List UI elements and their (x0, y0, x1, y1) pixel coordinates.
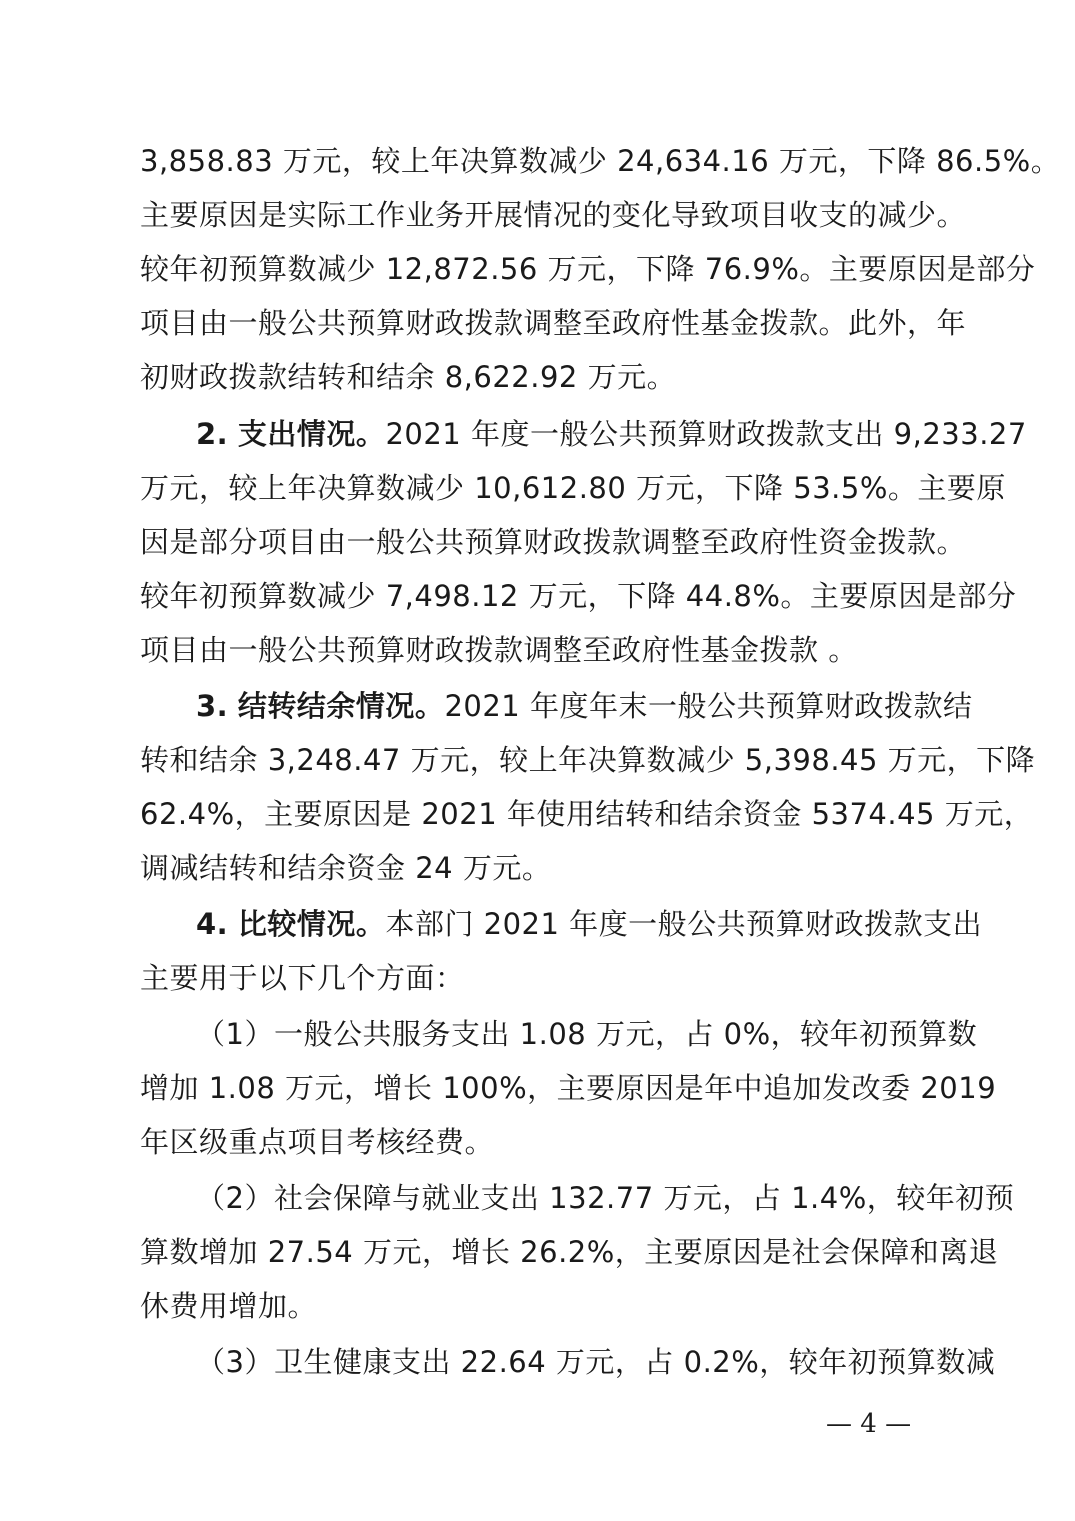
body-line: 休费用增加。 (140, 1289, 318, 1323)
body-line: 较年初预算数减少 12,872.56 万元，下降 76.9%。主要原因是部分 (140, 252, 1036, 286)
section-3-first-line (196, 686, 973, 726)
section-number: 3. (196, 689, 229, 723)
body-line: 算数增加 27.54 万元，增长 26.2%，主要原因是社会保障和离退 (140, 1235, 999, 1269)
section-heading: 支出情况。 (237, 417, 386, 451)
body-line: 增加 1.08 万元，增长 100%，主要原因是年中追加发改委 2019 (140, 1071, 997, 1105)
section-4-first-line (196, 904, 983, 944)
section-number: 2. (196, 417, 229, 451)
body-line: 调减结转和结余资金 24 万元。 (140, 851, 552, 885)
body-line: 项目由一般公共预算财政拨款调整至政府性基金拨款 。 (140, 633, 858, 667)
body-line: 项目由一般公共预算财政拨款调整至政府性基金拨款。此外，年 (140, 306, 967, 340)
body-line: 初财政拨款结转和结余 8,622.92 万元。 (140, 360, 677, 394)
item-3-first-line: （3）卫生健康支出 22.64 万元，占 0.2%，较年初预算数减 (196, 1345, 996, 1379)
section-heading: 比较情况。 (237, 907, 386, 941)
body-line: 较年初预算数减少 7,498.12 万元，下降 44.8%。主要原因是部分 (140, 579, 1017, 613)
body-line: 年区级重点项目考核经费。 (140, 1125, 495, 1159)
section-text: 本部门 2021 年度一般公共预算财政拨款支出 (385, 907, 983, 941)
body-line: 3,858.83 万元，较上年决算数减少 24,634.16 万元，下降 86.5%。 (140, 144, 1061, 178)
section-2-first-line (196, 414, 1027, 454)
section-text: 2021 年度年末一般公共预算财政拨款结 (444, 689, 973, 723)
page-number: — 4 — (826, 1409, 912, 1439)
body-line: 万元，较上年决算数减少 10,612.80 万元，下降 53.5%。主要原 (140, 471, 1006, 505)
section-number: 4. (196, 907, 229, 941)
body-line: 主要原因是实际工作业务开展情况的变化导致项目收支的减少。 (140, 198, 967, 232)
body-line: 主要用于以下几个方面： (140, 961, 465, 995)
item-2-first-line: （2）社会保障与就业支出 132.77 万元，占 1.4%，较年初预 (196, 1181, 1015, 1215)
body-line: 62.4%，主要原因是 2021 年使用结转和结余资金 5374.45 万元， (140, 797, 1034, 831)
body-line: 因是部分项目由一般公共预算财政拨款调整至政府性资金拨款。 (140, 525, 967, 559)
section-text: 2021 年度一般公共预算财政拨款支出 9,233.27 (385, 417, 1027, 451)
item-1-first-line: （1）一般公共服务支出 1.08 万元，占 0%，较年初预算数 (196, 1017, 978, 1051)
section-heading: 结转结余情况。 (237, 689, 445, 723)
body-line: 转和结余 3,248.47 万元，较上年决算数减少 5,398.45 万元，下降 (140, 743, 1036, 777)
